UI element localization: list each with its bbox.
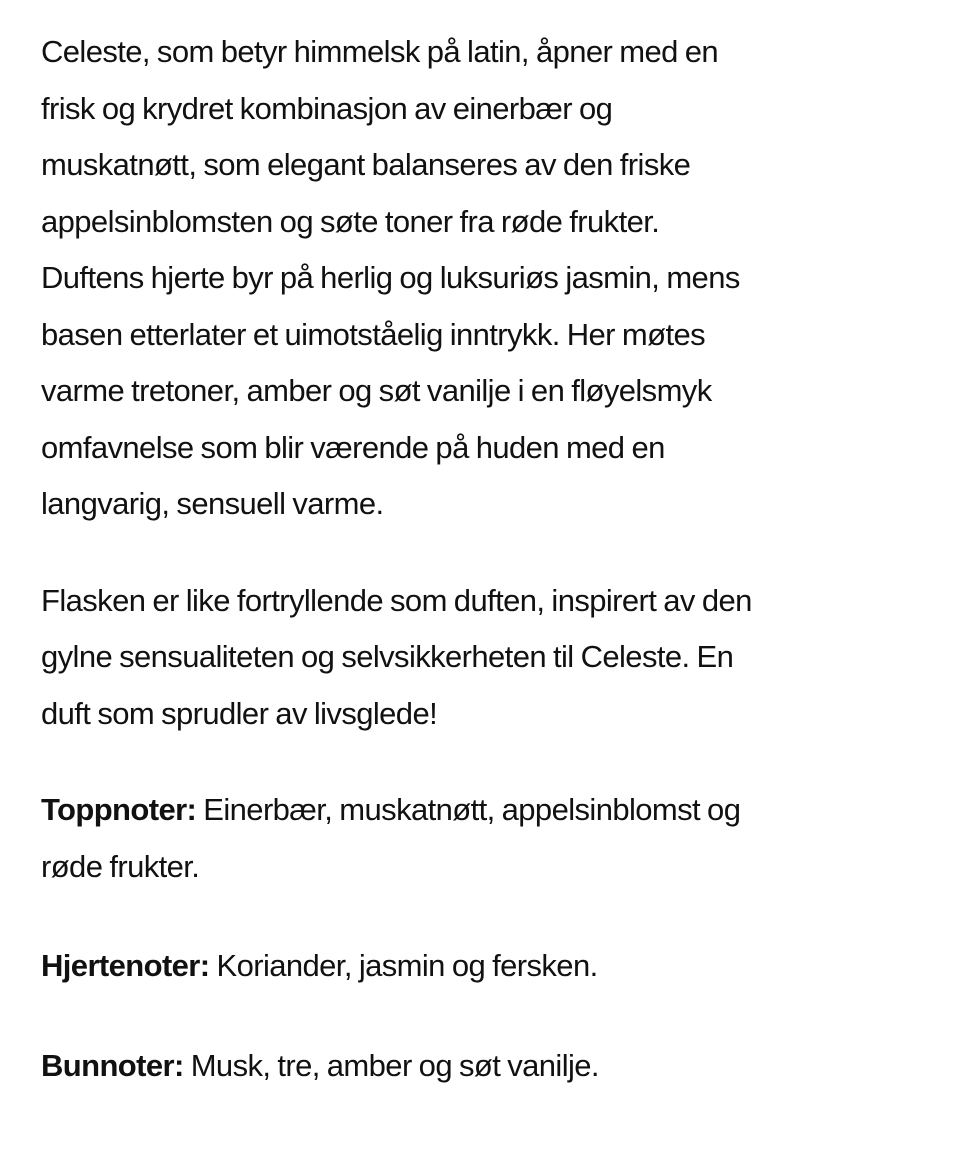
heart-notes-label: Hjertenoter: <box>41 948 210 983</box>
text-line: appelsinblomsten og søte toner fra røde frukter. <box>41 203 660 239</box>
description-paragraph-1 <box>41 24 931 533</box>
top-notes-label: Toppnoter: <box>41 792 197 827</box>
text-line: omfavnelse som blir værende på huden med en <box>41 429 665 465</box>
top-notes-value: Einerbær, muskatnøtt, appelsinblomst og <box>196 792 741 827</box>
text-line: frisk og krydret kombinasjon av einerbær og <box>41 90 613 126</box>
text-line: duft som sprudler av livsglede! <box>41 695 438 731</box>
text-line: basen etterlater et uimotståelig inntrykk. Her møtes <box>41 316 706 352</box>
product-description <box>41 24 931 1137</box>
description-paragraph-2 <box>41 573 931 743</box>
heart-notes-value: Koriander, jasmin og fersken. <box>209 948 598 983</box>
text-line: varme tretoner, amber og søt vanilje i en fløyelsmyk <box>41 373 712 408</box>
base-notes <box>41 1038 931 1095</box>
top-notes <box>41 782 931 895</box>
base-notes-value: Musk, tre, amber og søt vanilje. <box>183 1047 599 1083</box>
base-notes-label: Bunnoter: <box>41 1047 184 1083</box>
text-line: Flasken er like fortryllende som duften, inspirert av den <box>41 582 752 618</box>
text-line: Celeste, som betyr himmelsk på latin, åpner med en <box>41 34 719 69</box>
top-notes-value-continued: røde frukter. <box>41 848 200 884</box>
text-line: gylne sensualiteten og selvsikkerheten til Celeste. En <box>41 639 734 674</box>
text-line: langvarig, sensuell varme. <box>41 486 384 521</box>
text-line: muskatnøtt, som elegant balanseres av den friske <box>41 147 691 182</box>
heart-notes <box>41 938 931 995</box>
text-line: Duftens hjerte byr på herlig og luksuriøs jasmin, mens <box>41 260 740 295</box>
